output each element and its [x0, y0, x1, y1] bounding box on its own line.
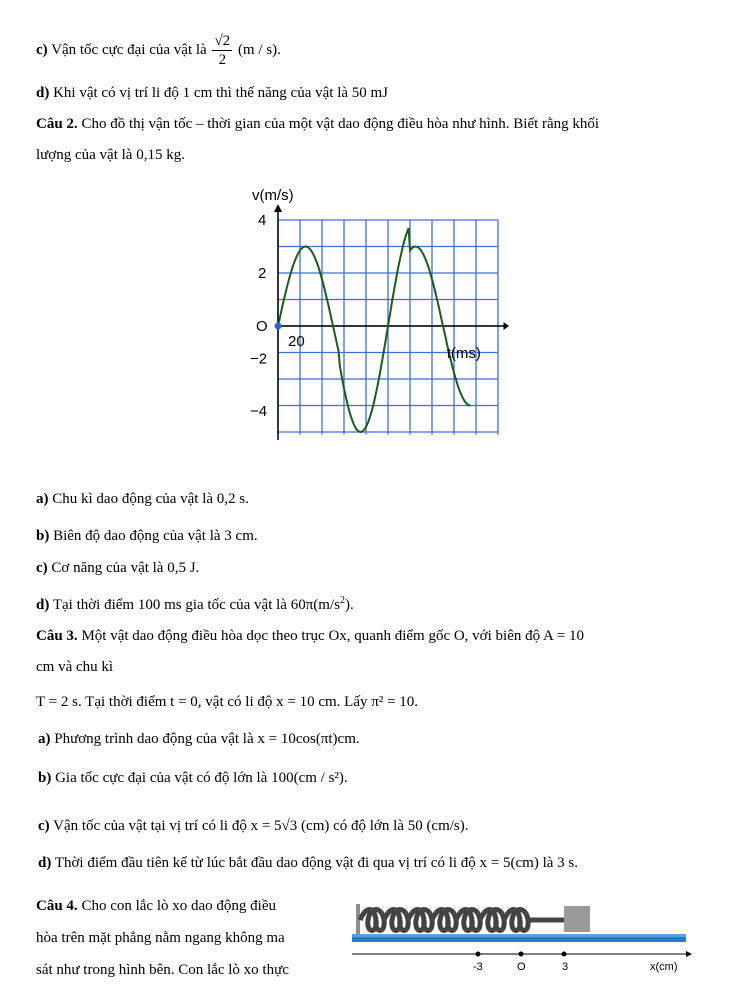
x-tick-20: 20 [288, 333, 305, 350]
q3-d-line [38, 853, 578, 873]
q1-c-line [36, 32, 281, 69]
q1-d-label: d) [36, 85, 50, 101]
velocity-curve [278, 228, 471, 432]
origin-point [275, 323, 282, 330]
axis-label-plus-3: 3 [562, 961, 569, 973]
q2-text2: lượng của vật là 0,15 kg. [36, 147, 185, 163]
q1-c-numerator: √2 [214, 33, 231, 49]
point-plus-3 [562, 952, 567, 957]
q3-text1: Một vật dao động điều hòa dọc theo trục Ox, quanh điểm gốc O, với biên độ A = 10 [81, 628, 584, 644]
q3-text3-end: Lấy [344, 694, 368, 710]
y-axis-title: v(m/s) [252, 187, 294, 204]
y-tick-minus-4: −4 [250, 402, 268, 420]
y-tick-4: 4 [258, 212, 267, 229]
q3-d-label: d) [38, 855, 52, 871]
chart-axes [274, 204, 509, 440]
q1-c-text: Vận tốc cực đại của vật là [51, 41, 207, 58]
q3-c-end: có độ lớn là 50 (cm/s). [333, 818, 469, 834]
q4-line3 [36, 960, 289, 980]
q3-a-line [38, 729, 360, 749]
q4-title: Câu 4. [36, 898, 78, 914]
q3-a-text: Phương trình dao động của vật là [54, 731, 254, 747]
q2-d-label: d) [36, 597, 50, 613]
wall [356, 904, 360, 938]
q4-text3: sát như trong hình bên. Con lắc lò xo thực [36, 962, 289, 978]
q3-b-label: b) [38, 770, 52, 786]
q3-text3: T = 2 s. Tại thời điểm t = 0, vật có li độ [36, 694, 273, 710]
axis-label-minus-3: -3 [473, 961, 483, 973]
q2-b-label: b) [36, 528, 50, 544]
point-o [519, 952, 524, 957]
point-minus-3 [476, 952, 481, 957]
q1-d-text: Khi vật có vị trí li độ 1 cm thì thế năng của vật là 50 mJ [53, 85, 389, 101]
q2-c-text: Cơ năng của vật là 0,5 J. [51, 560, 200, 576]
q3-d-text: Thời điểm đầu tiên kể từ lúc bắt đầu dao động vật đi qua vị trí có li độ [54, 855, 476, 871]
q3-c-label: c) [38, 818, 50, 834]
q3-c-math: x = 5√3 (cm) [250, 818, 330, 834]
q2-a-line [36, 489, 249, 509]
q3-line3 [36, 692, 418, 712]
q3-d-math: x = 5(cm) [479, 855, 539, 871]
q2-title: Câu 2. [36, 116, 78, 132]
x-axis-arrow [686, 951, 692, 957]
axis-label-o: O [517, 961, 526, 973]
q2-d-value: 60π(m/s [290, 597, 340, 613]
q3-c-line [38, 816, 469, 836]
q1-c-label: c) [36, 41, 48, 58]
y-tick-2: 2 [258, 265, 267, 282]
q3-text2: cm và chu kì [36, 659, 114, 675]
q3-line2 [36, 657, 113, 677]
q2-line2 [36, 145, 185, 165]
q2-d-line [36, 591, 354, 615]
q2-c-label: c) [36, 560, 48, 576]
mass-block [564, 906, 590, 932]
axis-label-x: x(cm) [650, 961, 678, 973]
y-axis-arrow [274, 204, 282, 212]
q3-b-math: 100(cm / s²). [271, 770, 348, 786]
q3-a-label: a) [38, 731, 51, 747]
q2-d-end: ). [344, 597, 354, 613]
q3-d-end: là 3 s. [542, 855, 578, 871]
q2-a-text: Chu kì dao động của vật là 0,2 s. [52, 491, 249, 507]
q2-line1 [36, 114, 599, 134]
q4-text2: hòa trên mặt phẳng nằm ngang không ma [36, 930, 285, 946]
q1-c-fraction [212, 32, 232, 69]
chart-series [275, 228, 471, 432]
q2-b-text: Biên độ dao động của vật là 3 cm. [53, 528, 258, 544]
q3-c-text: Vận tốc của vật tại vị trí có li độ [53, 818, 247, 834]
q4-line2 [36, 928, 285, 948]
x-axis-arrow [504, 322, 510, 330]
q3-title: Câu 3. [36, 628, 78, 644]
velocity-time-chart [230, 180, 520, 445]
q3-text3-math: x = 10 cm. [276, 694, 341, 710]
q2-c-line [36, 558, 199, 578]
y-tick-0: O [256, 318, 268, 335]
q2-d-text: Tại thời điểm 100 ms gia tốc của vật là [52, 597, 287, 613]
spring-pendulum-diagram [352, 896, 692, 976]
q2-a-label: a) [36, 491, 49, 507]
q3-a-math: x = 10cos(πt)cm. [257, 731, 360, 747]
q3-line1 [36, 626, 584, 646]
q2-b-line [36, 526, 258, 546]
q2-d-sup: 2 [339, 595, 345, 606]
q3-b-text: Gia tốc cực đại của vật có độ lớn là [55, 770, 268, 786]
q3-pi2: π² = 10. [371, 694, 419, 710]
q4-line1 [36, 896, 276, 916]
spring [360, 910, 564, 931]
q1-d-line [36, 83, 388, 103]
q4-text1: Cho con lắc lò xo dao động điều [81, 898, 276, 914]
q1-c-unit: (m / s). [237, 41, 281, 58]
x-axis-title: t(ms) [446, 345, 481, 362]
q3-b-line [38, 768, 348, 788]
y-tick-minus-2: −2 [250, 350, 268, 368]
q1-c-denominator: 2 [218, 52, 227, 68]
q2-text1: Cho đồ thị vận tốc – thời gian của một vật dao động điều hòa như hình. Biết rằng khối [81, 116, 600, 132]
